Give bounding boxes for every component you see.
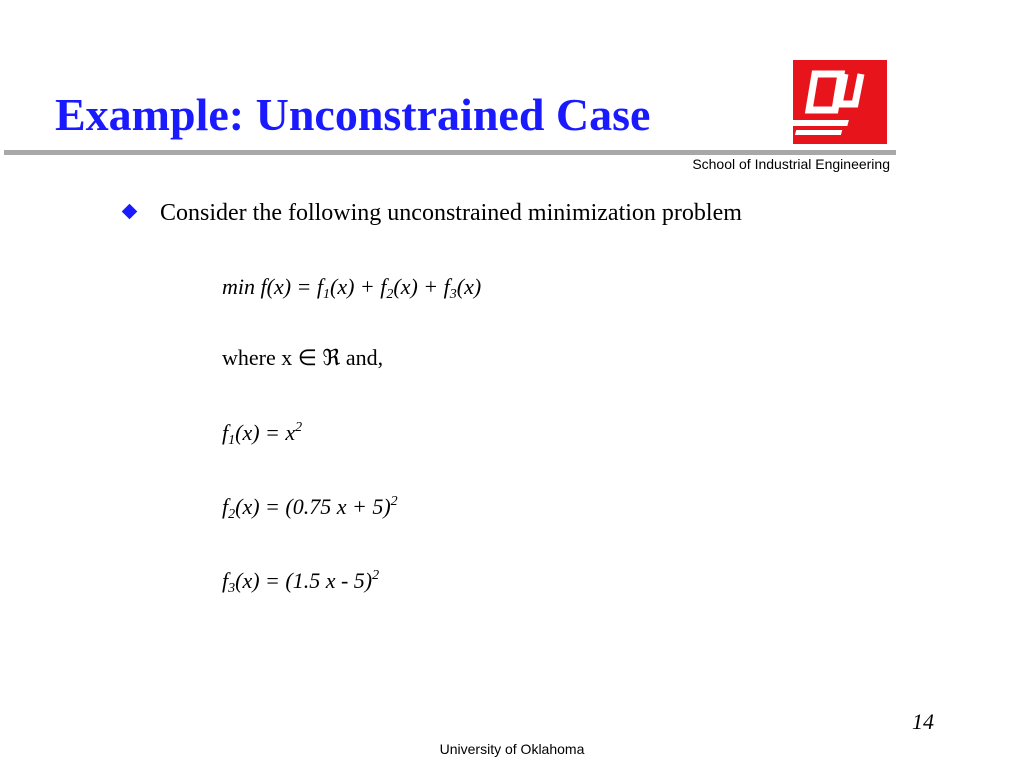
eq-part: (x) + f — [393, 274, 450, 299]
where-prefix: where x — [222, 345, 298, 370]
slide-title: Example: Unconstrained Case — [55, 89, 651, 140]
where-suffix: and, — [340, 345, 384, 370]
equation-f3 — [222, 568, 379, 594]
eq-part: (x) + f — [330, 274, 387, 299]
eq-body: (x) = (1.5 x - 5) — [235, 568, 373, 593]
eq-f: f — [222, 568, 229, 593]
equation-f1 — [222, 420, 302, 446]
eq-f: f — [222, 494, 229, 519]
equation-f2 — [222, 494, 398, 520]
element-of-symbol: ∈ — [297, 345, 317, 370]
objective-equation — [222, 274, 481, 300]
eq-subscript: 2 — [386, 287, 394, 302]
footer-university: University of Oklahoma — [439, 741, 585, 757]
ou-logo — [793, 60, 887, 144]
domain-statement — [222, 345, 383, 371]
department-label: School of Industrial Engineering — [692, 156, 890, 172]
eq-f: f — [222, 420, 229, 445]
eq-body: (x) = (0.75 x + 5) — [235, 494, 391, 519]
eq-superscript: 2 — [390, 494, 398, 509]
eq-subscript: 1 — [228, 433, 236, 448]
page-number: 14 — [912, 709, 934, 734]
reals-symbol: ℜ — [322, 345, 341, 370]
diamond-bullet-icon — [122, 204, 138, 220]
eq-subscript: 3 — [228, 581, 236, 596]
eq-subscript: 3 — [449, 287, 457, 302]
eq-subscript: 1 — [323, 287, 330, 302]
eq-superscript: 2 — [372, 568, 380, 583]
eq-part: (x) — [456, 274, 482, 299]
eq-part: min f(x) = f — [222, 274, 323, 299]
bullet-text: Consider the following unconstrained minimization problem — [160, 200, 742, 226]
title-divider — [4, 150, 896, 155]
eq-body: (x) = x — [235, 420, 296, 445]
eq-superscript: 2 — [295, 420, 303, 435]
eq-subscript: 2 — [228, 507, 236, 522]
